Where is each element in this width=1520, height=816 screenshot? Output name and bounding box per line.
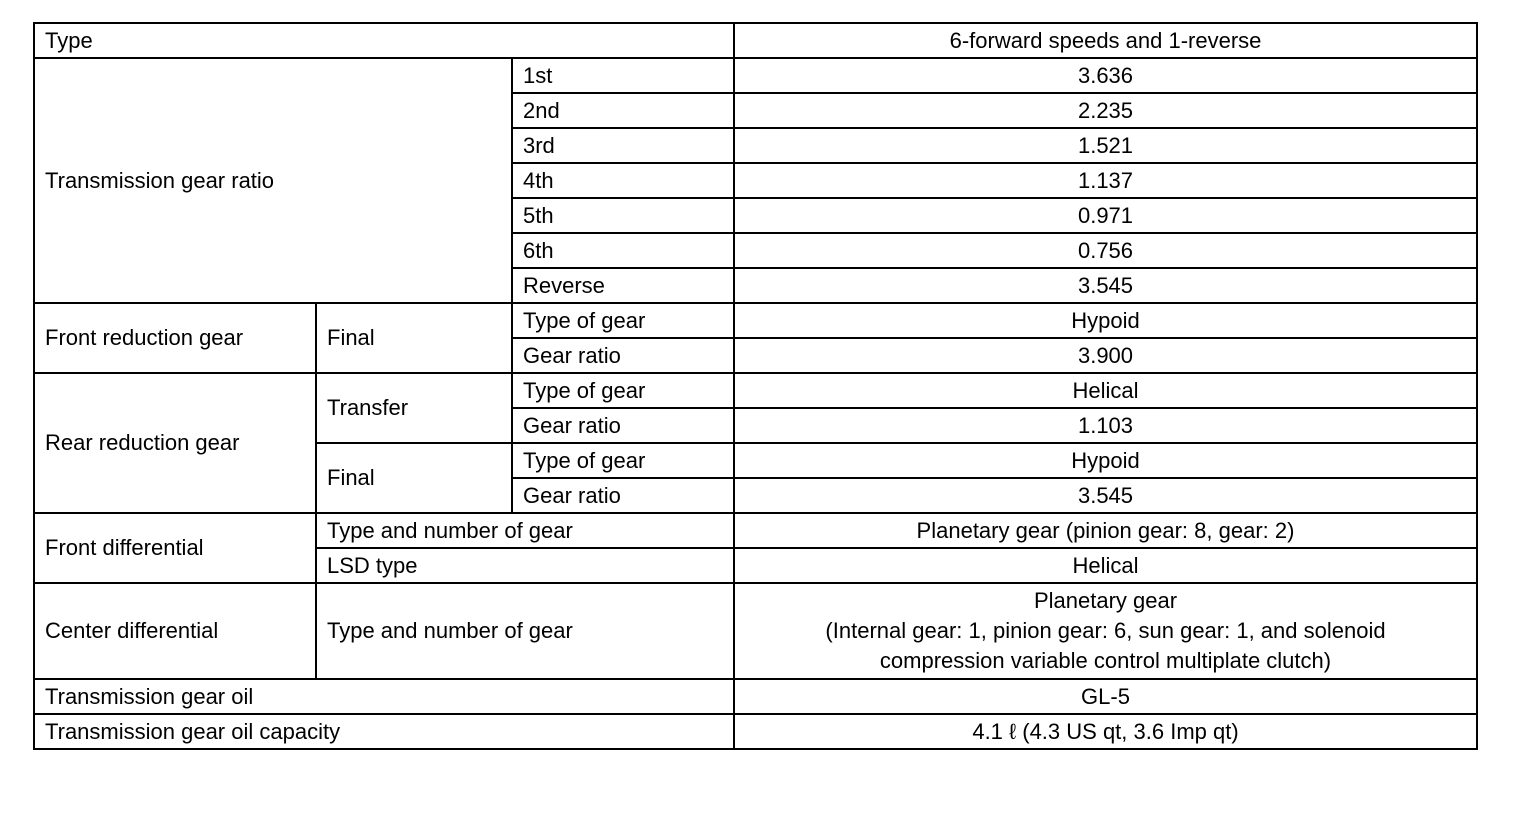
rear-final-label: Final	[316, 443, 512, 513]
front-diff-type-number-label: Type and number of gear	[316, 513, 734, 548]
table-row-center-diff	[34, 583, 1477, 679]
center-diff-type-number-value	[734, 583, 1477, 679]
gear-label-1st: 1st	[512, 58, 734, 93]
gear-label-reverse: Reverse	[512, 268, 734, 303]
gear-oil-capacity-value: 4.1 ℓ (4.3 US qt, 3.6 Imp qt)	[734, 714, 1477, 749]
gear-oil-value: GL-5	[734, 679, 1477, 714]
gear-label-4th: 4th	[512, 163, 734, 198]
gear-value-3rd: 1.521	[734, 128, 1477, 163]
gear-value-4th: 1.137	[734, 163, 1477, 198]
center-differential-label: Center differential	[34, 583, 316, 679]
rear-final-type-of-gear-label: Type of gear	[512, 443, 734, 478]
table-row-rear-transfer-type	[34, 373, 1477, 408]
rear-final-gear-ratio-value: 3.545	[734, 478, 1477, 513]
table-row-gear-oil	[34, 679, 1477, 714]
front-reduction-gear-ratio-label: Gear ratio	[512, 338, 734, 373]
rear-final-type-of-gear-value: Hypoid	[734, 443, 1477, 478]
type-value: 6-forward speeds and 1-reverse	[734, 23, 1477, 58]
gear-label-3rd: 3rd	[512, 128, 734, 163]
gear-oil-capacity-label: Transmission gear oil capacity	[34, 714, 734, 749]
rear-final-gear-ratio-label: Gear ratio	[512, 478, 734, 513]
front-differential-label: Front differential	[34, 513, 316, 583]
front-reduction-type-of-gear-label: Type of gear	[512, 303, 734, 338]
center-diff-value-line-1: Planetary gear	[1033, 588, 1178, 613]
rear-transfer-gear-ratio-value: 1.103	[734, 408, 1477, 443]
rear-transfer-type-of-gear-label: Type of gear	[512, 373, 734, 408]
type-label: Type	[34, 23, 734, 58]
rear-reduction-gear-label: Rear reduction gear	[34, 373, 316, 513]
gear-value-reverse: 3.545	[734, 268, 1477, 303]
front-reduction-type-of-gear-value: Hypoid	[734, 303, 1477, 338]
gear-value-2nd: 2.235	[734, 93, 1477, 128]
gear-label-5th: 5th	[512, 198, 734, 233]
table-row-gear-oil-capacity	[34, 714, 1477, 749]
center-diff-value-line-3: compression variable control multiplate clutch)	[879, 648, 1332, 673]
front-reduction-final-label: Final	[316, 303, 512, 373]
gear-label-2nd: 2nd	[512, 93, 734, 128]
specifications-table	[33, 22, 1478, 750]
front-reduction-gear-label: Front reduction gear	[34, 303, 316, 373]
rear-transfer-type-of-gear-value: Helical	[734, 373, 1477, 408]
front-diff-type-number-value: Planetary gear (pinion gear: 8, gear: 2)	[734, 513, 1477, 548]
center-diff-type-number-label: Type and number of gear	[316, 583, 734, 679]
gear-label-6th: 6th	[512, 233, 734, 268]
gear-value-6th: 0.756	[734, 233, 1477, 268]
gear-value-5th: 0.971	[734, 198, 1477, 233]
transmission-gear-ratio-label: Transmission gear ratio	[34, 58, 512, 303]
center-diff-value-line-2: (Internal gear: 1, pinion gear: 6, sun gear: 1, and solenoid	[825, 618, 1386, 643]
table-row-front-diff-type	[34, 513, 1477, 548]
rear-transfer-gear-ratio-label: Gear ratio	[512, 408, 734, 443]
table-row-gear-1st	[34, 58, 1477, 93]
front-diff-lsd-value: Helical	[734, 548, 1477, 583]
front-diff-lsd-label: LSD type	[316, 548, 734, 583]
gear-oil-label: Transmission gear oil	[34, 679, 734, 714]
gear-value-1st: 3.636	[734, 58, 1477, 93]
table-row-type	[34, 23, 1477, 58]
rear-transfer-label: Transfer	[316, 373, 512, 443]
table-row-front-reduction-type	[34, 303, 1477, 338]
front-reduction-gear-ratio-value: 3.900	[734, 338, 1477, 373]
